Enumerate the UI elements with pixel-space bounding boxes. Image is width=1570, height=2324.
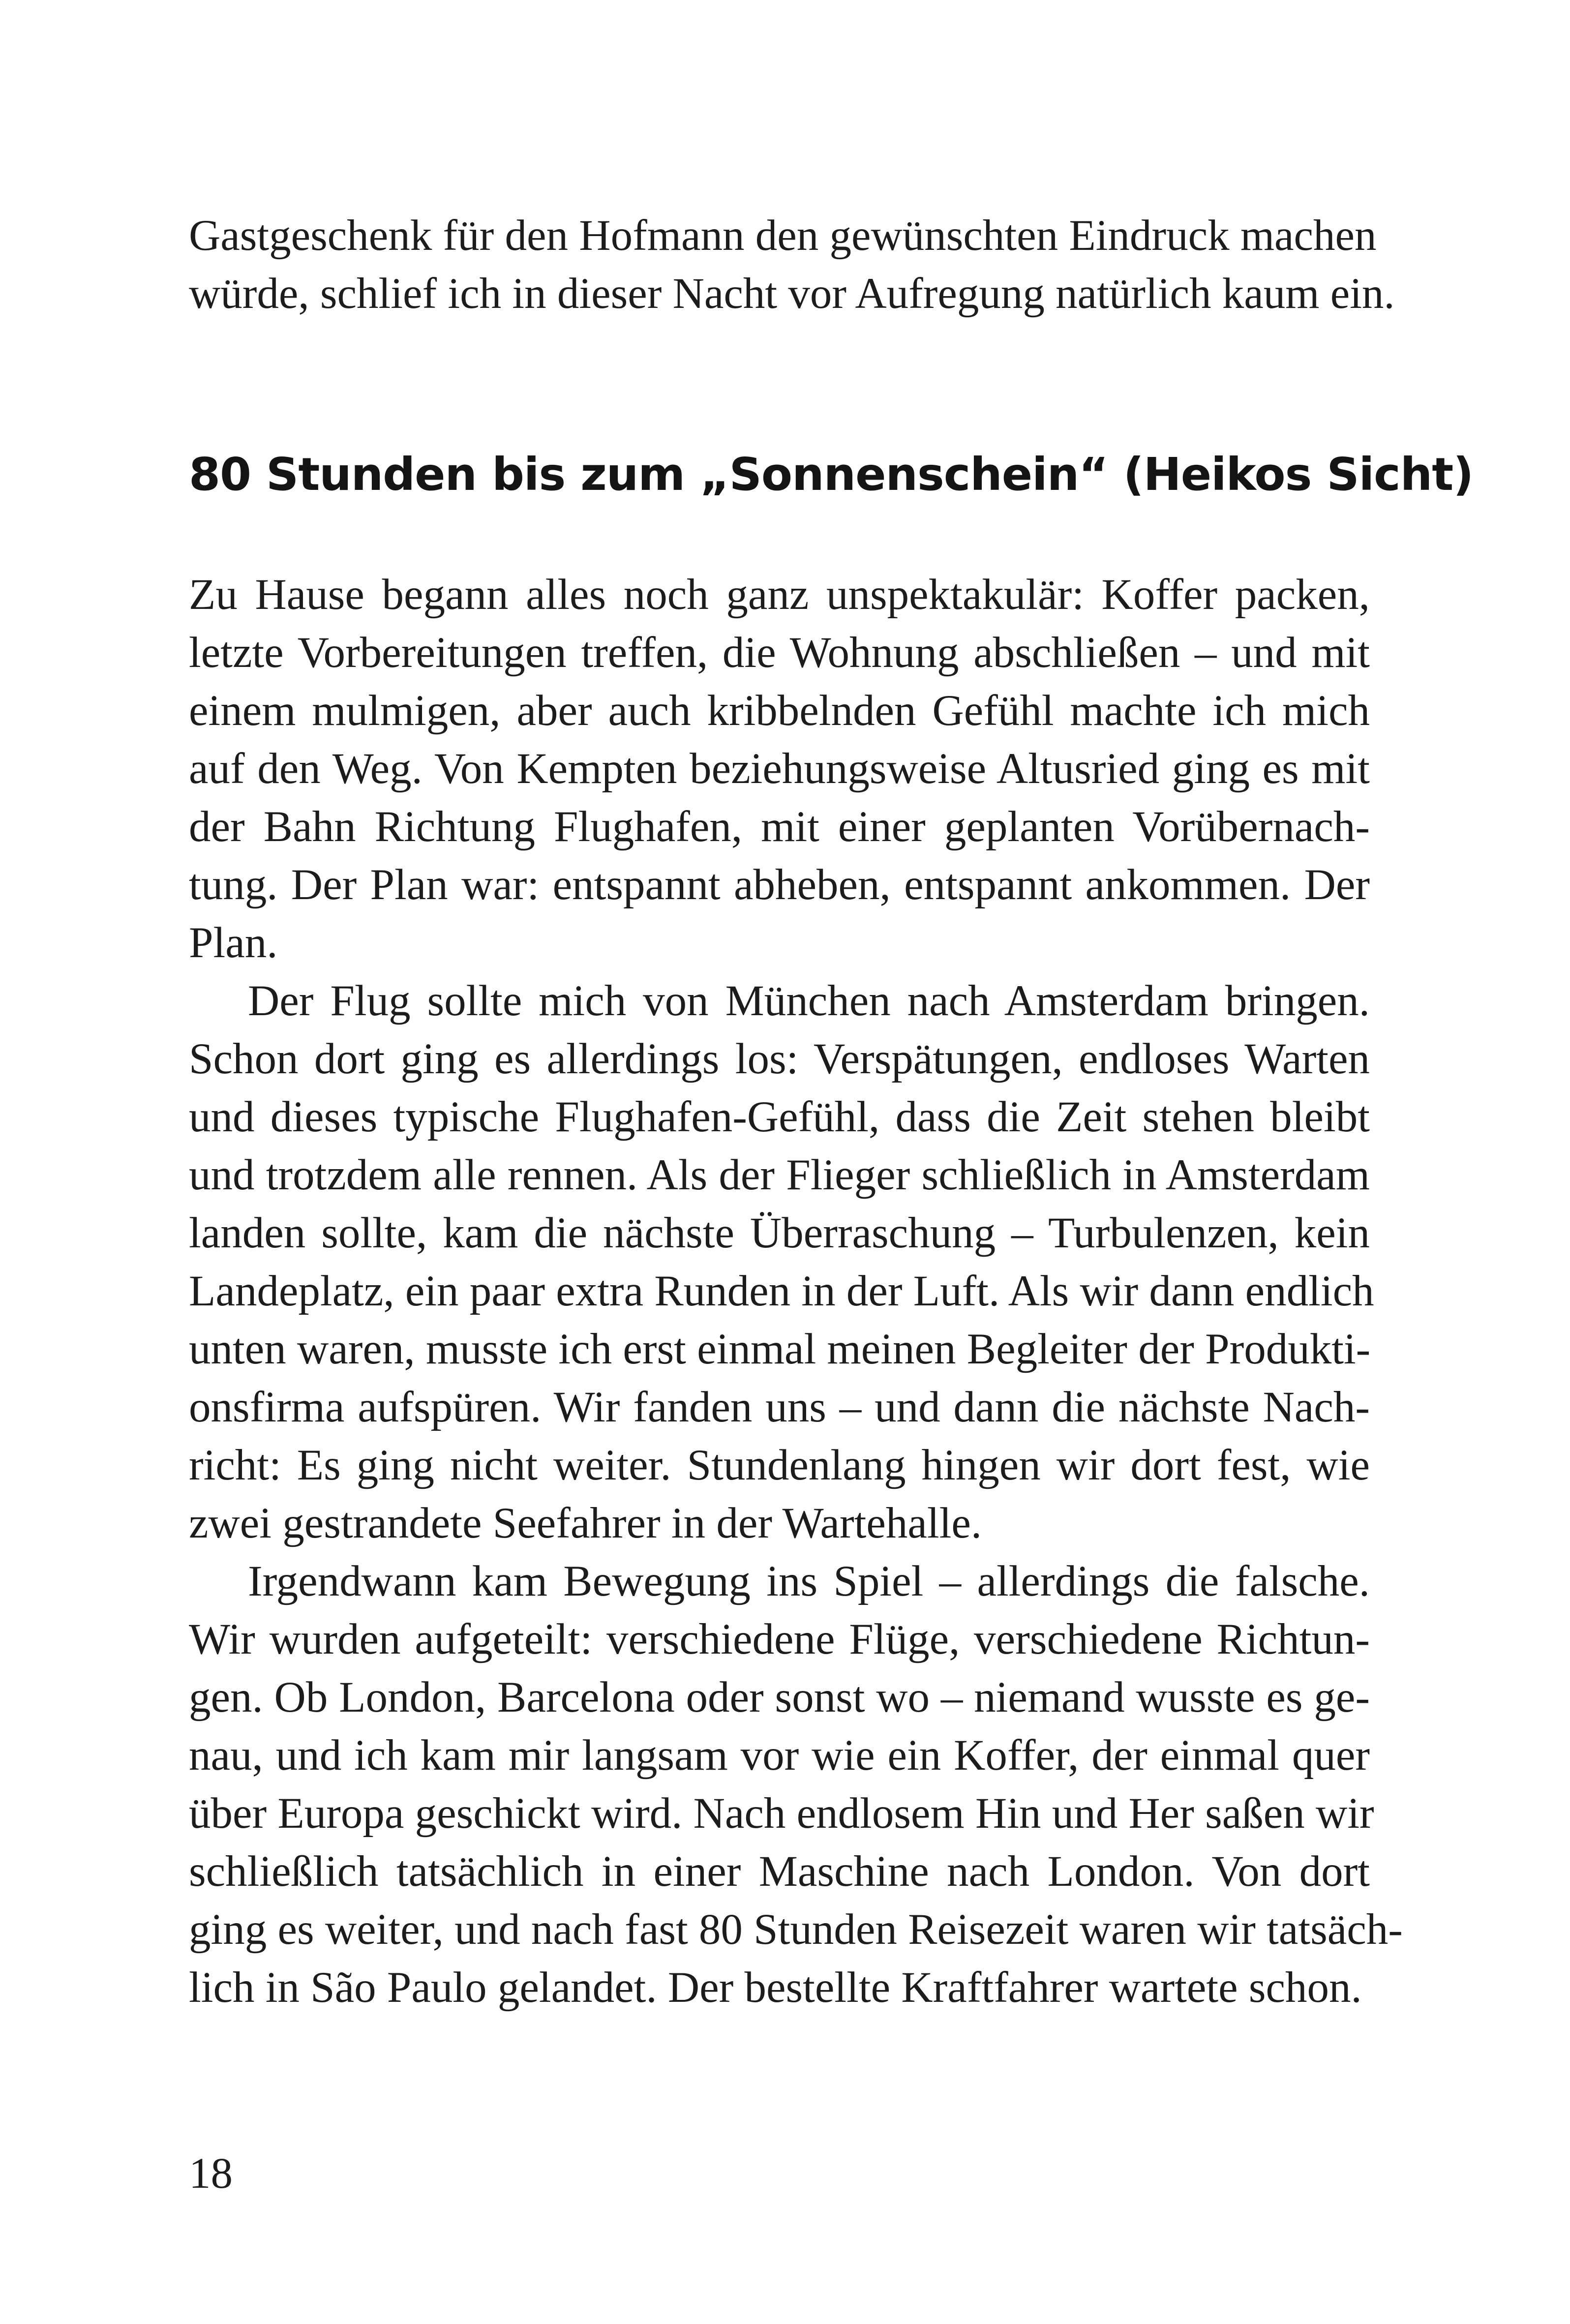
intro-paragraph	[189, 207, 1395, 323]
text-line: onsfirma aufspüren. Wir fanden uns – und dann die nächste Nach-	[189, 1383, 1370, 1431]
text-line: schließlich tatsächlich in einer Maschine nach London. Von dort	[189, 1847, 1370, 1896]
text-line: nau, und ich kam mir langsam vor wie ein Koffer, der einmal quer	[189, 1731, 1370, 1780]
text-line: letzte Vorbereitungen treffen, die Wohnung abschließen – und mit	[189, 629, 1370, 677]
text-line: gen. Ob London, Barcelona oder sonst wo – niemand wusste es ge-	[189, 1673, 1370, 1721]
text-line: richt: Es ging nicht weiter. Stundenlang hingen wir dort fest, wie	[189, 1441, 1370, 1489]
text-line: landen sollte, kam die nächste Überraschung – Turbulenzen, kein	[189, 1209, 1370, 1257]
text-line: Zu Hause begann alles noch ganz unspektakulär: Koffer packen,	[189, 571, 1370, 619]
text-line: würde, schlief ich in dieser Nacht vor Aufregung natürlich kaum ein.	[189, 270, 1395, 318]
text-line: Wir wurden aufgeteilt: verschiedene Flüge, verschiedene Richtun-	[189, 1615, 1370, 1663]
text-line: Schon dort ging es allerdings los: Verspätungen, endloses Warten	[189, 1035, 1370, 1083]
text-line: einem mulmigen, aber auch kribbelnden Gefühl machte ich mich	[189, 687, 1370, 735]
section-heading: 80 Stunden bis zum „Sonnenschein“ (Heikos Sicht)	[189, 448, 1474, 501]
text-line: Der Flug sollte mich von München nach Amsterdam bringen.	[248, 977, 1370, 1025]
text-line: Irgendwann kam Bewegung ins Spiel – allerdings die falsche.	[248, 1557, 1370, 1605]
text-line: lich in São Paulo gelandet. Der bestellte Kraftfahrer wartete schon.	[189, 1963, 1362, 2012]
text-line: und dieses typische Flughafen-Gefühl, dass die Zeit stehen bleibt	[189, 1093, 1370, 1141]
text-line: Plan.	[189, 919, 278, 967]
text-line: unten waren, musste ich erst einmal meinen Begleiter der Produkti-	[189, 1325, 1371, 1373]
text-line: Gastgeschenk für den Hofmann den gewünschten Eindruck machen	[189, 211, 1377, 260]
text-line: zwei gestrandete Seefahrer in der Wartehalle.	[189, 1499, 982, 1547]
text-line: ging es weiter, und nach fast 80 Stunden Reisezeit waren wir tatsäch-	[189, 1905, 1403, 1954]
text-line: auf den Weg. Von Kempten beziehungsweise Altusried ging es mit	[189, 745, 1370, 793]
text-line: und trotzdem alle rennen. Als der Flieger schließlich in Amsterdam	[189, 1151, 1370, 1199]
section-body	[189, 566, 1403, 2017]
text-line: über Europa geschickt wird. Nach endlosem Hin und Her saßen wir	[189, 1789, 1374, 1838]
text-line: Landeplatz, ein paar extra Runden in der Luft. Als wir dann endlich	[189, 1267, 1374, 1315]
text-line: tung. Der Plan war: entspannt abheben, entspannt ankommen. Der	[189, 861, 1370, 909]
page-number: 18	[189, 2149, 233, 2198]
text-line: der Bahn Richtung Flughafen, mit einer geplanten Vorübernach-	[189, 803, 1370, 851]
